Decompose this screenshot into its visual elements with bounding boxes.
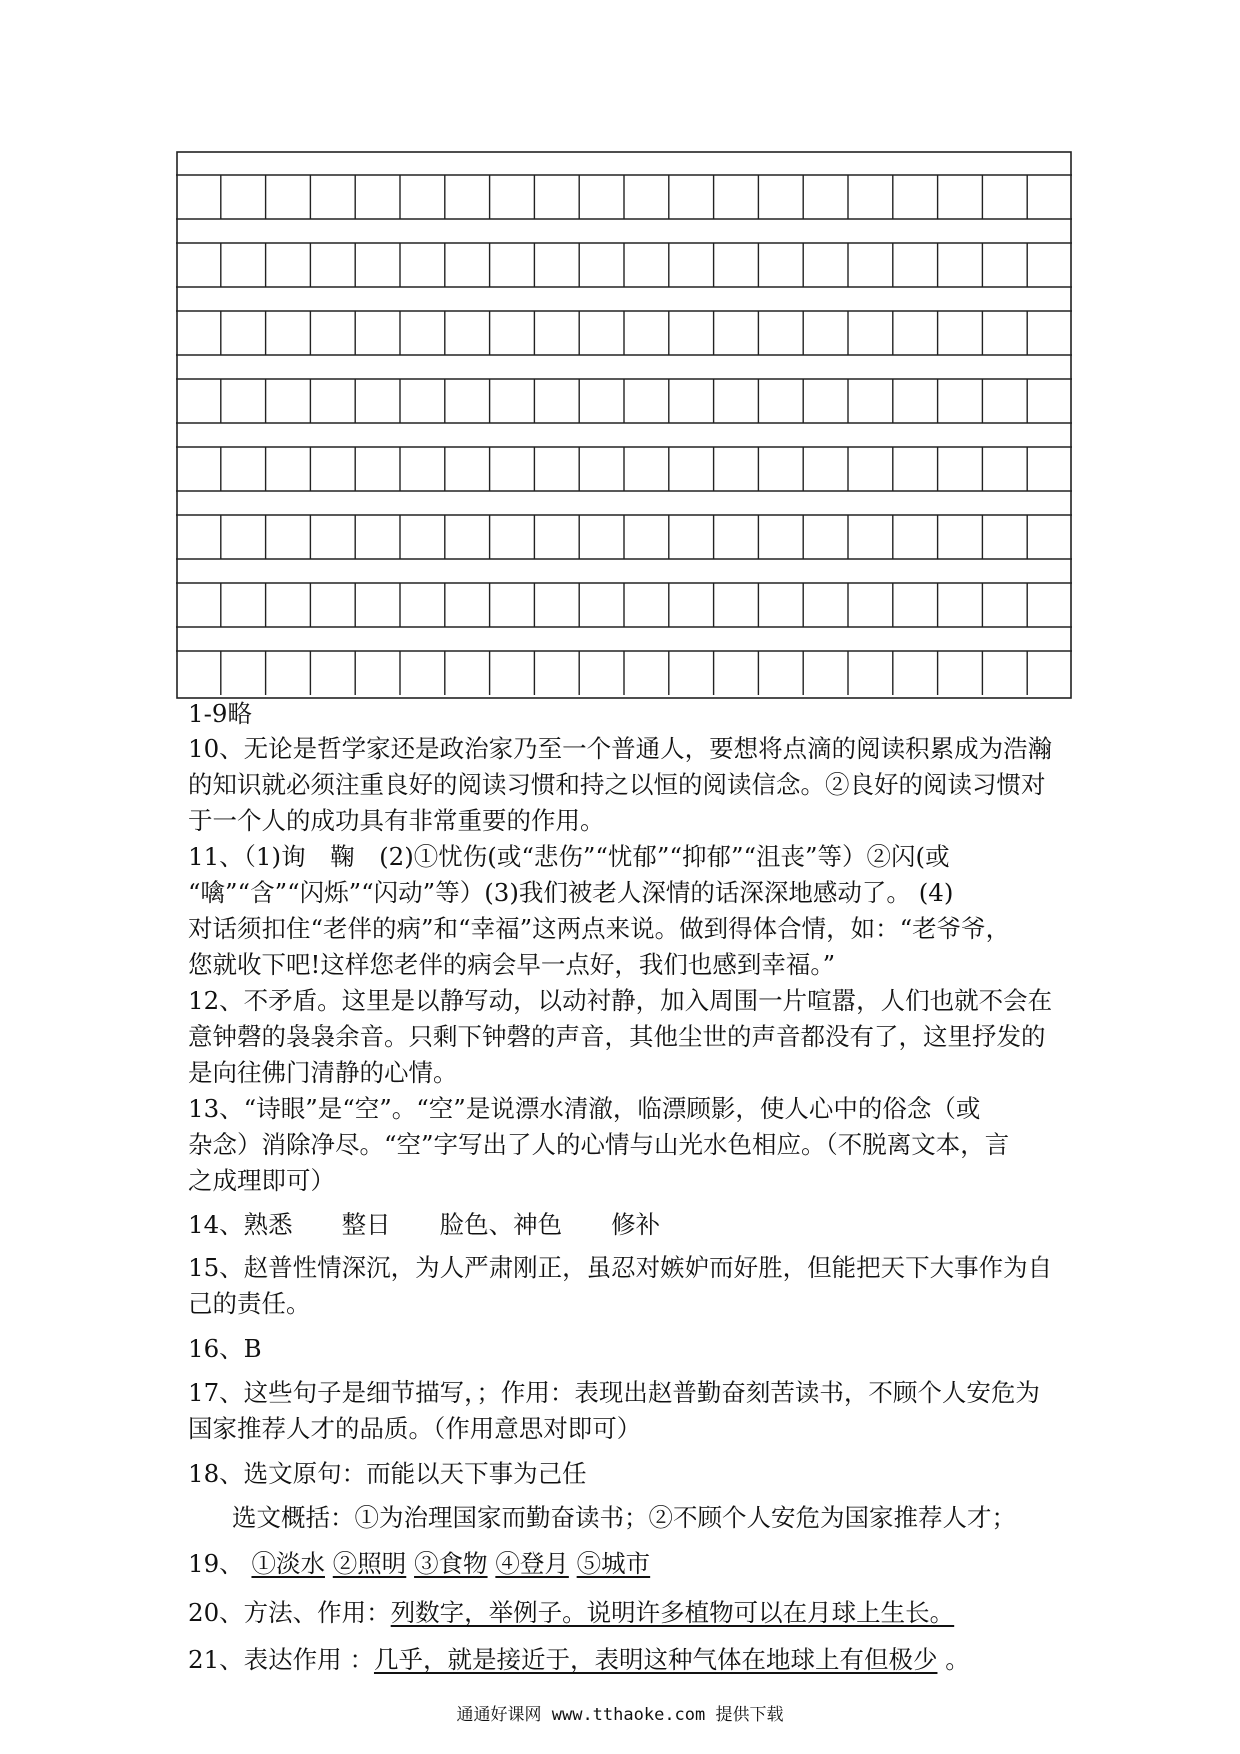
answer-19-item-1: ①淡水 — [251, 1549, 325, 1578]
answer-14: 14、熟悉 整日 脸色、神色 修补 — [188, 1210, 661, 1239]
answer-21-prefix: 21、表达作用 ： — [188, 1645, 374, 1674]
answer-15-line-2: 己的责任。 — [188, 1289, 311, 1318]
answer-1-9: 1-9略 — [188, 699, 252, 728]
composition-grid — [176, 151, 1072, 699]
answer-15-line-1: 15、赵普性情深沉，为人严肃刚正，虽忍对嫉妒而好胜，但能把天下大事作为自 — [188, 1253, 1053, 1282]
answer-18-line-1: 18、选文原句：而能以天下事为己任 — [188, 1459, 587, 1488]
answer-19-item-5: ⑤城市 — [576, 1549, 651, 1578]
answer-11-line-3: 对话须扣住“老伴的病”和“幸福”这两点来说。做到得体合情，如：“老爷爷， — [188, 914, 1011, 943]
answer-19-prefix: 19、 — [188, 1549, 252, 1578]
answer-21-suffix: 。 — [937, 1645, 970, 1674]
answer-21-underlined: 几乎，就是接近于，表明这种气体在地球上有但极少 — [373, 1645, 938, 1674]
answer-19 — [188, 1546, 1068, 1582]
answer-13-line-1: 13、“诗眼”是“空”。“空”是说漂水清澈，临漂顾影，使人心中的俗念（或 — [188, 1094, 981, 1123]
answer-12-line-1: 12、不矛盾。这里是以静写动，以动衬静，加入周围一片喧嚣，人们也就不会在 — [188, 986, 1053, 1015]
answer-19-item-2: ②照明 — [332, 1549, 407, 1578]
answer-18-line-2: 选文概括：①为治理国家而勤奋读书；②不顾个人安危为国家推荐人才； — [232, 1503, 1016, 1532]
answer-21 — [188, 1642, 1068, 1678]
footer-source: 通通好课网 www.tthaoke.com 提供下载 — [456, 1705, 784, 1725]
answer-20 — [188, 1595, 1068, 1631]
answer-13-line-2: 杂念）消除净尽。“空”字写出了人的心情与山光水色相应。（不脱离文本，言 — [188, 1130, 1010, 1159]
answer-17-line-2: 国家推荐人才的品质。（作用意思对即可） — [188, 1414, 642, 1443]
answer-10-line-2: 的知识就必须注重良好的阅读习惯和持之以恒的阅读信念。②良好的阅读习惯对 — [188, 770, 1046, 799]
answer-16: 16、B — [188, 1334, 262, 1363]
answer-11-line-1: 11、（1)询 鞠 (2)①忧伤(或“悲伤”“忧郁”“抑郁”“沮丧”等）②闪(或 — [188, 842, 950, 871]
answer-10-line-3: 于一个人的成功具有非常重要的作用。 — [188, 806, 605, 835]
answer-17-line-1: 17、这些句子是细节描写，；作用：表现出赵普勤奋刻苦读书，不顾个人安危为 — [188, 1378, 1040, 1407]
answer-20-prefix: 20、方法、作用： — [188, 1598, 391, 1627]
answer-19-item-3: ③食物 — [414, 1549, 488, 1578]
answer-12-line-3: 是向往佛门清静的心情。 — [188, 1058, 458, 1087]
answer-20-underlined: 列数字，举例子。说明许多植物可以在月球上生长。 — [390, 1598, 955, 1627]
answer-19-item-4: ④登月 — [495, 1549, 569, 1578]
answer-11-line-4: 您就收下吧!这样您老伴的病会早一点好，我们也感到幸福。” — [188, 950, 836, 979]
answer-13-line-3: 之成理即可） — [188, 1166, 335, 1195]
answer-11-line-2: “噙”“含”“闪烁”“闪动”等）(3)我们被老人深情的话深深地感动了。 (4) — [188, 878, 954, 907]
answer-10-line-1: 10、无论是哲学家还是政治家乃至一个普通人，要想将点滴的阅读积累成为浩瀚 — [188, 734, 1053, 763]
answer-12-line-2: 意钟磬的袅袅余音。只剩下钟磬的声音，其他尘世的声音都没有了，这里抒发的 — [188, 1022, 1046, 1051]
